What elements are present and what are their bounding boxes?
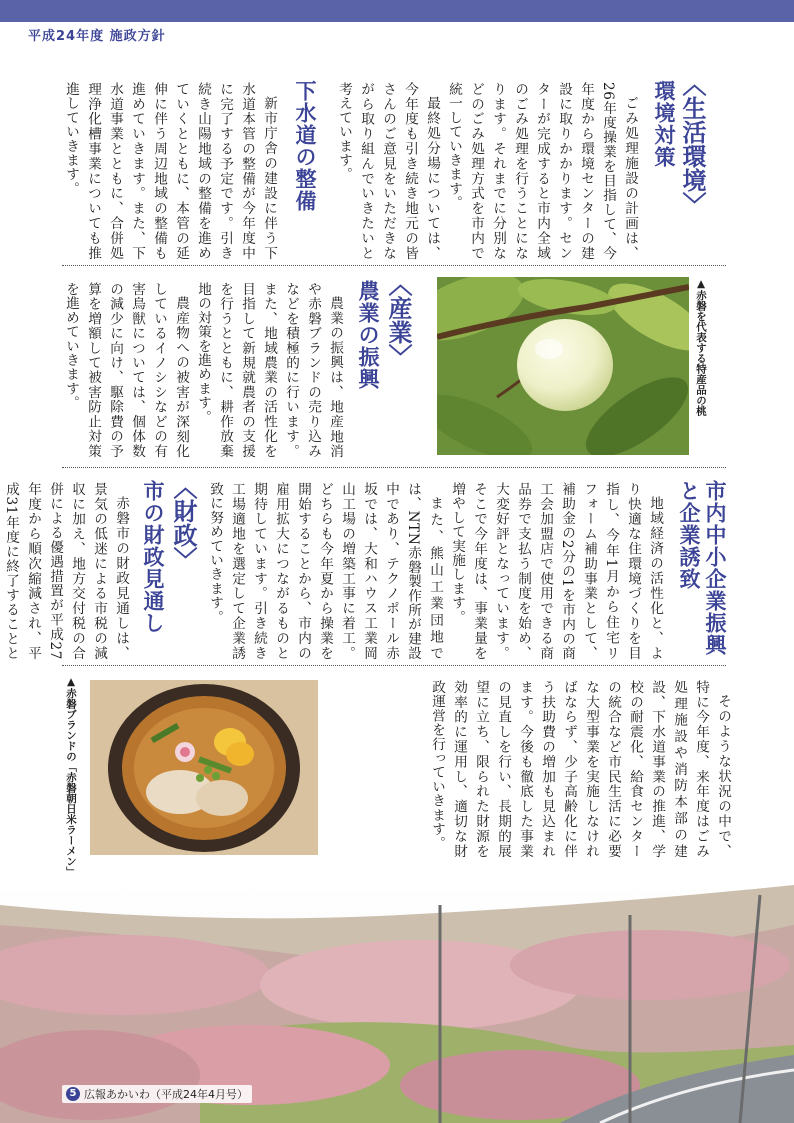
- agri-body: [56, 282, 346, 458]
- business-body: [207, 482, 666, 660]
- page-footer: [62, 1085, 252, 1103]
- peach-image: [437, 277, 689, 455]
- finance-paragraph-2: そのような状況の中で、特に今年度、来年度はごみ処理施設や消防本部の建設、下水道事業の推進、学校の耐震化、給食センターの統合など市民生活に必要な大型事業を実施しなければならず、少子高齢化に伴う扶助費の増加も見込まれます。今後も徹底した事業の見直しを行い、長期的展望に立ち、限られた財源を効率的に運用し、適切な財政運営を行っていきます。: [429, 680, 731, 858]
- top-color-bar: [0, 0, 794, 22]
- finance-body-part-1: [3, 482, 132, 660]
- business-paragraph-2: また、熊山工業団地では、NTN赤磐製作所が建設中であり、テクノポール赤坂では、大和ハウス工業岡山工場の増築工事に着工。どちらも今年夏から操業を開始することから、市内の雇用拡大につながるものと期待しています。引き続き工場適地を選定して企業誘致に努めていきます。: [207, 482, 443, 660]
- section-head-living: 〈生活環境〉: [678, 72, 706, 216]
- finance-body-part-2: [334, 680, 734, 858]
- subhead-business: 市内中小企業振興と企業誘致: [677, 480, 727, 656]
- section-head-finance: 〈財政〉: [169, 475, 197, 571]
- divider-3: [62, 665, 726, 666]
- publication-name: 広報あかいわ（平成24年4月号）: [84, 1088, 248, 1101]
- subhead-finance: 市の財政見通し: [141, 480, 165, 634]
- living-paragraph-2: 最終処分場については、今年度も引き続き地元の皆さんのご意見をいただきながら取り組んでいきたいと考えています。: [336, 82, 440, 260]
- section-head-industry: 〈産業〉: [384, 272, 412, 368]
- ramen-photo: [90, 680, 318, 855]
- divider-1: [62, 265, 726, 266]
- peach-photo: [437, 277, 689, 455]
- ramen-image: [90, 680, 318, 855]
- page-header-title: 平成24年度 施政方針: [28, 29, 166, 44]
- subhead-agriculture: 農業の振興: [356, 280, 380, 390]
- peach-caption: ▲赤磐を代表する特産品の桃: [695, 278, 707, 416]
- agri-paragraph-1: 農業の振興は、地産地消や赤磐ブランドの売り込みなどを積極的に行います。また、地域農業の活性化を目指して新規就農者の支援を行うとともに、耕作放棄地の対策を進めます。: [195, 282, 343, 458]
- sewer-body: [63, 82, 280, 260]
- subhead-sewer: 下水道の整備: [293, 80, 317, 212]
- page-number: 5: [66, 1087, 80, 1101]
- living-body: [336, 82, 641, 260]
- sewer-paragraph-1: 新市庁舎の建設に伴う下水道本管の整備が今年度中に完了する予定です。引き続き山陽地域の整備を進めていくとともに、本管の延伸に伴う周辺地域の整備も進めていきます。また、下水道事業とともに、合併処理浄化槽事業についても推進していきます。: [63, 82, 277, 260]
- subhead-environment: 環境対策: [652, 80, 676, 168]
- agri-paragraph-2: 農産物への被害が深刻化しているイノシシなどの有害鳥獣については、個体数の減少に向け、駆除費の予算を増額して被害防止対策を進めていきます。: [63, 282, 189, 458]
- divider-2: [62, 467, 726, 468]
- finance-paragraph-1-start: 赤磐市の財政見通しは、景気の低迷による市税の減収に加え、地方交付税の合併による優遇措置が平成27年度から順次縮減され、平成31年度に終了することと: [3, 482, 129, 660]
- ramen-caption: ▲赤磐ブランドの「赤磐朝日米ラーメン」: [65, 676, 77, 877]
- living-paragraph-1: ごみ処理施設の計画は、26年度操業を目指して、今年度から環境センターの建設に取りかかります。センターが完成すると市内全域のごみ処理を行うことになります。それまでに分別などのごみ処理方式を市内で統一していきます。: [446, 82, 638, 260]
- business-paragraph-1: 地域経済の活性化と、より快適な住環境づくりを目指し、今年1月から住宅リフォーム補助事業として、補助金の2分の1を市内の商工会加盟店で使用できる商品券で支払う制度を始め、大変好評となっています。そこで今年度は、事業量を増やして実施します。: [449, 482, 663, 660]
